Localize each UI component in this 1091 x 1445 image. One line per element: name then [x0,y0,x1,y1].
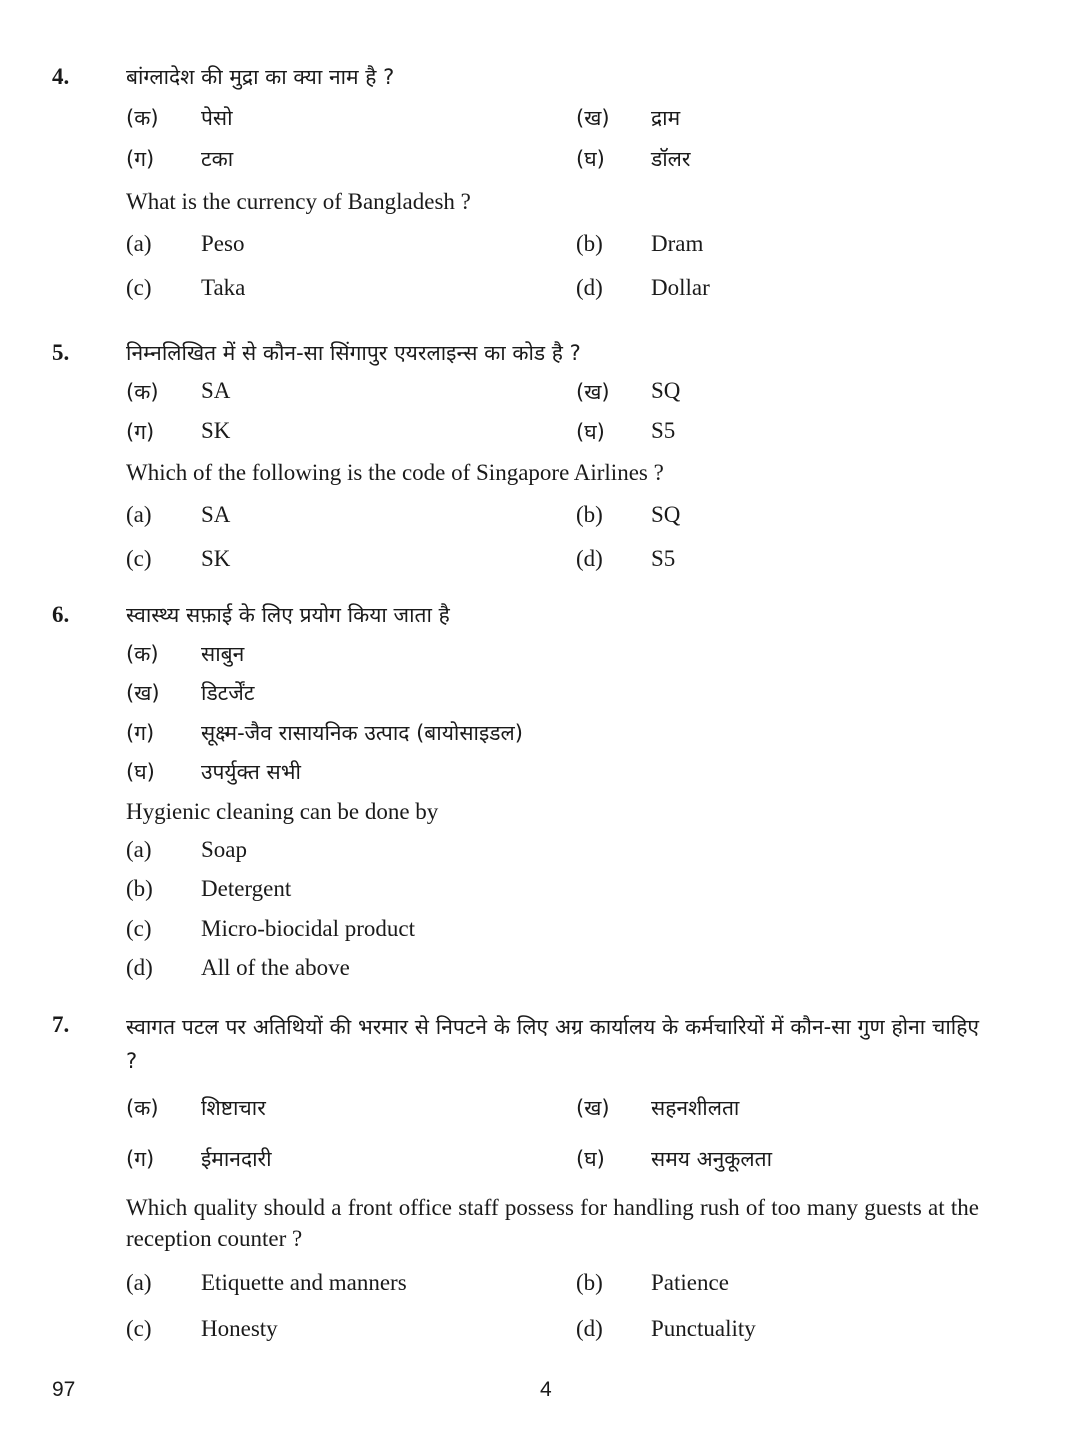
option-label: (c) [126,1316,152,1341]
option-text: All of the above [201,955,350,980]
question-stem-english: Which quality should a front office staff possess for handling rush of too many guests at the reception counter ? [126,1195,979,1251]
option-label: (a) [126,1270,152,1295]
option-text: Detergent [201,876,292,901]
option-label: (c) [126,546,152,571]
option-label: (a) [126,231,152,256]
option-label: (c) [126,916,152,941]
question-stem-english: Hygienic cleaning can be done by [126,799,439,824]
option-text: SQ [651,378,681,403]
option-label: (क) [126,380,159,404]
option-label: (क) [126,642,159,666]
option-label: (a) [126,502,152,527]
option-label: (d) [576,1316,603,1341]
page-number: 4 [540,1378,552,1401]
option-text: डॉलर [651,147,691,171]
question-number: 5. [52,340,70,365]
option-text: सहनशीलता [651,1096,740,1120]
option-text: SK [201,546,231,571]
option-text: Dram [651,231,704,256]
option-text: SQ [651,502,681,527]
question-number: 4. [52,64,70,89]
question-stem-hindi: स्वास्थ्य सफ़ाई के लिए प्रयोग किया जाता है [126,603,450,627]
option-text: शिष्टाचार [201,1096,266,1120]
question-stem-english: What is the currency of Bangladesh ? [126,189,471,214]
option-text: टका [201,147,234,171]
option-text: SA [201,378,231,403]
option-text: Honesty [201,1316,278,1341]
option-text: S5 [651,418,676,443]
option-text: SK [201,418,231,443]
option-label: (ग) [126,147,155,171]
option-text: Dollar [651,275,710,300]
option-text: Patience [651,1270,729,1295]
option-label: (b) [126,876,153,901]
question-stem-hindi: स्वागत पटल पर अतिथियों की भरमार से निपटने के लिए अग्र कार्यालय के कर्मचारियों में कौन-सा गुण होना चाहिए ? [126,1015,979,1073]
option-label: (क) [126,1096,159,1120]
option-label: (ख) [126,681,160,705]
option-text: Etiquette and manners [201,1270,407,1295]
question-number: 7. [52,1012,70,1037]
option-label: (घ) [576,1147,605,1171]
option-label: (ख) [576,106,610,130]
option-text: उपर्युक्त सभी [201,760,301,784]
option-label: (ग) [126,420,155,444]
option-text: साबुन [201,642,245,666]
paper-code: 97 [52,1378,76,1401]
option-label: (घ) [576,147,605,171]
option-text: Taka [201,275,246,300]
option-label: (ख) [576,380,610,404]
option-text: पेसो [201,106,233,130]
option-text: Peso [201,231,245,256]
question-stem-hindi: निम्नलिखित में से कौन-सा सिंगापुर एयरलाइन्स का कोड है ? [126,341,581,365]
question-stem-hindi: बांग्लादेश की मुद्रा का क्या नाम है ? [126,65,395,89]
option-label: (ग) [126,721,155,745]
option-text: Punctuality [651,1316,756,1341]
question-number: 6. [52,602,70,627]
option-text: Soap [201,837,247,862]
option-label: (ख) [576,1096,610,1120]
question-stem-english: Which of the following is the code of Singapore Airlines ? [126,460,664,485]
option-label: (d) [576,275,603,300]
option-text: समय अनुकूलता [651,1147,773,1171]
option-label: (a) [126,837,152,862]
option-text: ईमानदारी [201,1147,272,1171]
option-label: (b) [576,502,603,527]
option-label: (b) [576,231,603,256]
option-text: S5 [651,546,676,571]
option-label: (घ) [126,760,155,784]
option-label: (b) [576,1270,603,1295]
option-text: SA [201,502,231,527]
option-label: (घ) [576,420,605,444]
option-text: डिटर्जेंट [201,681,255,705]
option-label: (d) [126,955,153,980]
option-label: (c) [126,275,152,300]
option-label: (ग) [126,1147,155,1171]
option-text: द्राम [651,106,681,130]
option-label: (क) [126,106,159,130]
option-label: (d) [576,546,603,571]
option-text: सूक्ष्म-जैव रासायनिक उत्पाद (बायोसाइडल) [201,721,523,745]
option-text: Micro-biocidal product [201,916,415,941]
